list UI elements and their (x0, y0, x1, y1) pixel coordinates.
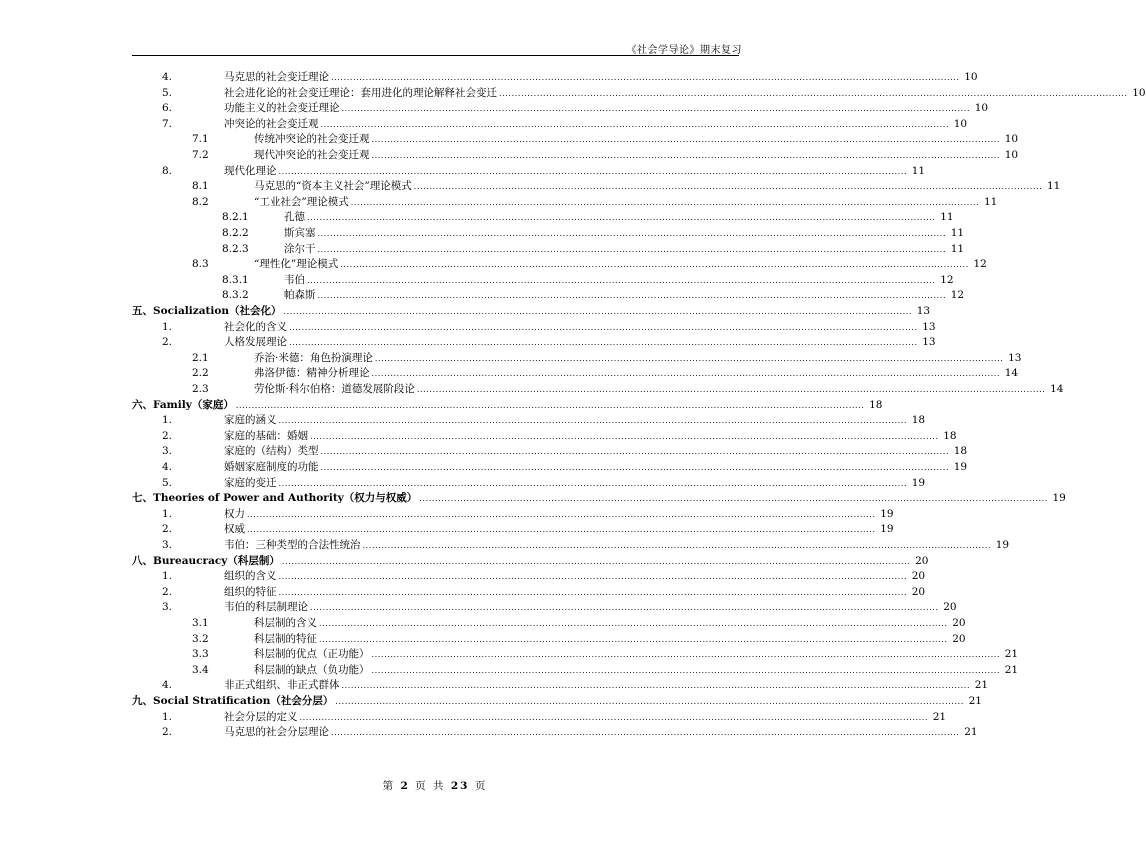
toc-entry-title: 乔治·米德：角色扮演理论 (254, 351, 373, 364)
toc-entry[interactable] (0, 444, 968, 460)
toc-entry-page: 10 (1004, 133, 1019, 146)
toc-entry-number: 8.2 (192, 195, 209, 208)
toc-entry-page: 14 (1004, 367, 1019, 380)
toc-entry-page: 13 (922, 336, 936, 349)
toc-entry[interactable] (0, 413, 926, 429)
toc-dot-leader: ........................................................................................................................................................................................................ (283, 307, 913, 316)
toc-entry-title: 斯宾塞 (284, 227, 316, 239)
toc-entry-number: 2. (162, 585, 173, 598)
toc-entry-page: 18 (953, 445, 968, 458)
toc-entry-number: 1. (162, 507, 173, 520)
toc-entry[interactable] (0, 351, 1022, 367)
toc-dot-leader: ........................................................................................................................................................................................................ (374, 353, 1004, 363)
toc-entry-page: 13 (1008, 351, 1022, 364)
toc-entry-number: 2. (162, 523, 173, 536)
toc-entry-page: 10 (1004, 149, 1019, 161)
toc-entry-title: 马克思的社会分层理论 (224, 726, 329, 739)
toc-dot-leader: ........................................................................................................................................................................................................ (419, 494, 1048, 504)
toc-entry-number: 3.2 (192, 632, 209, 645)
toc-entry-page: 20 (952, 632, 966, 645)
toc-entry-number: 1. (162, 414, 173, 427)
toc-entry-page: 21 (964, 726, 978, 739)
toc-entry-number: 3.3 (192, 648, 209, 661)
toc-entry-page: 11 (950, 242, 965, 255)
toc-entry[interactable] (0, 678, 989, 694)
header-rule (132, 55, 739, 56)
toc-entry-number: 3. (162, 601, 173, 614)
toc-entry-page: 10 (1132, 86, 1146, 99)
toc-entry-number: 1. (162, 320, 173, 333)
toc-entry[interactable] (0, 600, 957, 616)
toc-dot-leader: ........................................................................................................................................................................................................ (278, 478, 908, 488)
toc-entry-page: 20 (952, 617, 966, 629)
toc-dot-leader: ........................................................................................................................................................................................................ (278, 587, 908, 597)
toc-dot-leader: ........................................................................................................................................................................................................ (319, 634, 948, 644)
toc-entry-number: 7.1 (192, 133, 209, 146)
toc-entry[interactable] (0, 132, 1019, 148)
toc-entry-number: 8.2.1 (222, 211, 249, 224)
toc-entry[interactable] (0, 710, 947, 726)
toc-dot-leader: ........................................................................................................................................................................................................ (317, 244, 947, 254)
toc-entry[interactable] (0, 429, 957, 445)
toc-entry-title: 组织的含义 (224, 570, 277, 583)
toc-entry-number: 8.3.2 (222, 289, 249, 302)
toc-entry-number: 8.1 (192, 180, 209, 193)
toc-dot-leader: ........................................................................................................................................................................................................ (362, 541, 992, 550)
toc-entry[interactable] (0, 491, 1066, 507)
toc-entry-title: 孔德 (284, 211, 305, 224)
toc-dot-leader: ........................................................................................................................................................................................................ (331, 728, 960, 738)
toc-dot-leader: ........................................................................................................................................................................................................ (235, 400, 865, 410)
toc-entry-page: 10 (974, 102, 989, 115)
toc-entry-title: 权力 (224, 507, 245, 520)
toc-entry-page: 19 (995, 539, 1010, 551)
header-text: 《社会学导论》期末复习 (626, 45, 742, 56)
toc-entry-page: 21 (1004, 648, 1019, 661)
toc-entry-title: 组织的特征 (224, 585, 277, 598)
toc-entry-number: 1. (162, 570, 173, 583)
toc-entry-title: 弗洛伊德：精神分析理论 (254, 367, 370, 380)
toc-entry[interactable] (0, 585, 926, 601)
toc-entry-number: 5. (162, 476, 173, 489)
toc-entry-title: 八、Bureaucracy（科层制） (132, 554, 280, 567)
toc-entry-number: 2. (162, 726, 173, 739)
toc-dot-leader: ........................................................................................................................................................................................................ (317, 291, 947, 301)
toc-entry-number: 2. (162, 336, 173, 349)
toc-dot-leader: ........................................................................................................................................................................................................ (278, 166, 908, 176)
toc-entry[interactable] (0, 86, 1146, 102)
toc-entry-page: 18 (943, 429, 957, 442)
toc-entry[interactable] (0, 273, 954, 289)
toc-entry-page: 12 (950, 289, 965, 302)
toc-entry-number: 6. (162, 102, 173, 115)
toc-entry-title: 科层制的缺点（负功能） (254, 663, 370, 676)
toc-entry-title: 非正式组织、非正式群体 (224, 679, 340, 692)
toc-entry-title: 马克思的“资本主义社会”理论模式 (254, 180, 412, 193)
toc-entry-title: 马克思的社会变迁理论 (224, 71, 329, 83)
toc-entry[interactable] (0, 70, 978, 86)
toc-entry-page: 19 (953, 461, 968, 473)
toc-entry-number: 4. (162, 461, 173, 473)
toc-entry[interactable] (0, 694, 982, 710)
toc-entry[interactable] (0, 257, 987, 273)
toc-entry[interactable] (0, 195, 998, 211)
toc-dot-leader: ........................................................................................................................................................................................................ (341, 681, 971, 691)
toc-entry-title: 涂尔干 (284, 242, 316, 255)
toc-entry[interactable] (0, 117, 968, 133)
toc-entry-title: 帕森斯 (284, 289, 316, 302)
toc-entry-number: 8.3.1 (222, 273, 249, 286)
toc-entry-page: 19 (1052, 492, 1066, 505)
toc-entry-number: 8.2.3 (222, 242, 249, 255)
toc-dot-leader: ........................................................................................................................................................................................................ (289, 338, 918, 348)
toc-entry-title: 家庭的（结构）类型 (224, 445, 319, 458)
footer-prefix: 第 (382, 780, 396, 792)
toc-dot-leader: ........................................................................................................................................................................................................ (371, 135, 1001, 145)
toc-entry[interactable] (0, 398, 883, 414)
toc-entry-page: 18 (869, 398, 883, 411)
footer-total-pages: 23 (450, 780, 470, 792)
toc-dot-leader: ........................................................................................................................................................................................................ (416, 385, 1046, 394)
toc-entry-page: 13 (916, 305, 931, 317)
toc-entry-page: 21 (1004, 663, 1019, 676)
toc-dot-leader: ........................................................................................................................................................................................................ (299, 712, 929, 722)
toc-entry-page: 19 (880, 507, 894, 520)
toc-entry-page: 19 (911, 476, 926, 489)
toc-entry-title: 七、Theories of Power and Authority（权力与权威） (132, 492, 418, 505)
toc-entry[interactable] (0, 507, 894, 523)
toc-entry[interactable] (0, 647, 1019, 663)
toc-entry[interactable] (0, 164, 926, 180)
toc-entry[interactable] (0, 210, 954, 226)
toc-entry-title: 家庭的基础：婚姻 (224, 429, 308, 442)
toc-entry-number: 8.3 (192, 258, 209, 271)
toc-entry-title: 传统冲突论的社会变迁观 (254, 133, 370, 146)
toc-entry-number: 7. (162, 117, 173, 130)
toc-entry[interactable] (0, 335, 936, 351)
toc-dot-leader: ........................................................................................................................................................................................................ (371, 650, 1001, 660)
toc-entry[interactable] (0, 242, 965, 258)
toc-entry-page: 18 (911, 414, 926, 427)
toc-dot-leader: ........................................................................................................................................................................................................ (371, 369, 1001, 379)
toc-entry-page: 13 (922, 320, 936, 333)
toc-entry[interactable] (0, 288, 965, 304)
toc-entry-page: 11 (1046, 180, 1061, 193)
toc-entry[interactable] (0, 304, 931, 320)
toc-entry-title: 社会化的含义 (224, 320, 287, 333)
toc-dot-leader: ........................................................................................................................................................................................................ (320, 447, 950, 457)
toc-dot-leader: ........................................................................................................................................................................................................ (247, 509, 876, 519)
toc-dot-leader: ........................................................................................................................................................................................................ (371, 665, 1001, 675)
toc-dot-leader: ........................................................................................................................................................................................................ (335, 697, 964, 706)
toc-entry[interactable] (0, 476, 926, 492)
toc-entry-title: 科层制的优点（正功能） (254, 648, 370, 661)
toc-entry-title: 科层制的特征 (254, 632, 317, 645)
toc-entry-page: 11 (983, 195, 998, 208)
toc-entry[interactable] (0, 320, 936, 336)
toc-dot-leader: ........................................................................................................................................................................................................ (371, 151, 1001, 160)
toc-entry[interactable] (0, 569, 926, 585)
toc-entry-title: 婚姻家庭制度的功能 (224, 461, 319, 473)
toc-entry-title: 家庭的涵义 (224, 414, 277, 427)
toc-entry-number: 3.4 (192, 663, 209, 676)
toc-entry[interactable] (0, 725, 978, 741)
toc-entry-title: 社会进化论的社会变迁理论：套用进化的理论解释社会变迁 (224, 86, 497, 99)
toc-entry-title: 九、Social Stratification（社会分层） (132, 695, 334, 707)
toc-dot-leader: ........................................................................................................................................................................................................ (310, 603, 939, 613)
toc-entry-title: 六、Family（家庭） (132, 398, 234, 411)
toc-dot-leader: ........................................................................................................................................................................................................ (320, 463, 950, 472)
footer-page-number: 2 (400, 780, 410, 792)
toc-dot-leader: ........................................................................................................................................................................................................ (310, 431, 939, 441)
toc-dot-leader: ........................................................................................................................................................................................................ (247, 525, 876, 535)
toc-entry[interactable] (0, 366, 1019, 382)
toc-dot-leader: ........................................................................................................................................................................................................ (413, 182, 1043, 192)
toc-entry[interactable] (0, 101, 989, 117)
toc-dot-leader: ........................................................................................................................................................................................................ (340, 260, 969, 270)
toc-entry[interactable] (0, 616, 966, 632)
toc-entry-title: “理性化”理论模式 (254, 258, 339, 271)
toc-entry[interactable] (0, 554, 929, 570)
toc-entry-page: 20 (911, 570, 926, 583)
toc-entry-page: 21 (968, 695, 982, 707)
toc-dot-leader: ........................................................................................................................................................................................................ (281, 556, 911, 566)
toc-entry[interactable] (0, 538, 1010, 554)
toc-entry-number: 4. (162, 71, 173, 83)
toc-entry-page: 21 (974, 679, 989, 692)
toc-entry[interactable] (0, 522, 894, 538)
toc-entry-number: 2.3 (192, 383, 209, 395)
toc-entry-page: 11 (911, 164, 926, 177)
toc-entry-title: 人格发展理论 (224, 336, 287, 349)
toc-entry-title: 五、Socialization（社会化） (132, 305, 282, 317)
toc-entry-number: 3. (162, 539, 173, 551)
toc-entry-number: 3. (162, 445, 173, 458)
toc-entry-page: 10 (953, 117, 968, 130)
toc-entry-number: 3.1 (192, 617, 209, 629)
toc-entry-title: “工业社会”理论模式 (254, 195, 349, 208)
toc-dot-leader: ........................................................................................................................................................................................................ (289, 322, 918, 332)
toc-entry-number: 2. (162, 429, 173, 442)
footer-middle: 页 共 (415, 780, 446, 792)
toc-entry-title: 韦伯的科层制理论 (224, 601, 308, 614)
toc-dot-leader: ........................................................................................................................................................................................................ (317, 229, 947, 238)
toc-entry-page: 10 (964, 71, 978, 83)
toc-entry-page: 20 (911, 585, 926, 598)
toc-entry-title: 权威 (224, 523, 245, 536)
toc-entry-title: 冲突论的社会变迁观 (224, 117, 319, 130)
toc-entry-title: 现代化理论 (224, 164, 277, 177)
toc-entry-title: 韦伯 (284, 273, 305, 286)
toc-entry[interactable] (0, 382, 1064, 398)
toc-entry-page: 11 (940, 211, 954, 224)
toc-dot-leader: ........................................................................................................................................................................................................ (307, 275, 936, 285)
toc-entry-number: 4. (162, 679, 173, 692)
footer-suffix: 页 (474, 780, 488, 792)
toc-entry-title: 现代冲突论的社会变迁观 (254, 149, 370, 161)
toc-entry[interactable] (0, 179, 1061, 195)
toc-dot-leader: ........................................................................................................................................................................................................ (278, 416, 908, 426)
toc-entry-title: 社会分层的定义 (224, 710, 298, 723)
toc-entry-page: 12 (940, 273, 954, 286)
toc-dot-leader: ........................................................................................................................................................................................................ (499, 88, 1128, 98)
toc-entry-title: 劳伦斯·科尔伯格：道德发展阶段论 (254, 383, 415, 395)
toc-dot-leader: ........................................................................................................................................................................................................ (331, 73, 960, 82)
toc-entry-title: 家庭的变迁 (224, 476, 277, 489)
toc-entry-number: 2.1 (192, 351, 209, 364)
toc-entry-page: 14 (1050, 383, 1064, 395)
toc-dot-leader: ........................................................................................................................................................................................................ (307, 213, 936, 223)
toc-entry-number: 2.2 (192, 367, 209, 380)
toc-dot-leader: ........................................................................................................................................................................................................ (319, 619, 948, 628)
toc-entry-number: 1. (162, 710, 173, 723)
toc-entry-page: 21 (932, 710, 947, 723)
toc-entry-title: 韦伯：三种类型的合法性统治 (224, 539, 361, 551)
toc-entry[interactable] (0, 663, 1019, 679)
toc-dot-leader: ........................................................................................................................................................................................................ (320, 119, 950, 129)
toc-entry-page: 20 (915, 554, 929, 567)
toc-entry-title: 功能主义的社会变迁理论 (224, 102, 340, 115)
page-footer (0, 778, 870, 793)
toc-entry-page: 19 (880, 523, 894, 536)
toc-entry-number: 8. (162, 164, 173, 177)
toc-entry[interactable] (0, 632, 966, 648)
toc-entry-page: 20 (943, 601, 957, 614)
toc-entry[interactable] (0, 226, 965, 242)
toc-entry-number: 5. (162, 86, 173, 99)
toc-dot-leader: ........................................................................................................................................................................................................ (341, 104, 971, 114)
toc-entry-title: 科层制的含义 (254, 617, 317, 629)
toc-entry-number: 8.2.2 (222, 227, 249, 239)
toc-entry-page: 11 (950, 227, 965, 239)
toc-entry-page: 12 (973, 258, 987, 271)
toc-dot-leader: ........................................................................................................................................................................................................ (350, 197, 980, 207)
toc-dot-leader: ........................................................................................................................................................................................................ (278, 572, 908, 582)
toc-entry[interactable] (0, 148, 1019, 164)
toc-entry[interactable] (0, 460, 968, 476)
toc-entry-number: 7.2 (192, 149, 209, 161)
